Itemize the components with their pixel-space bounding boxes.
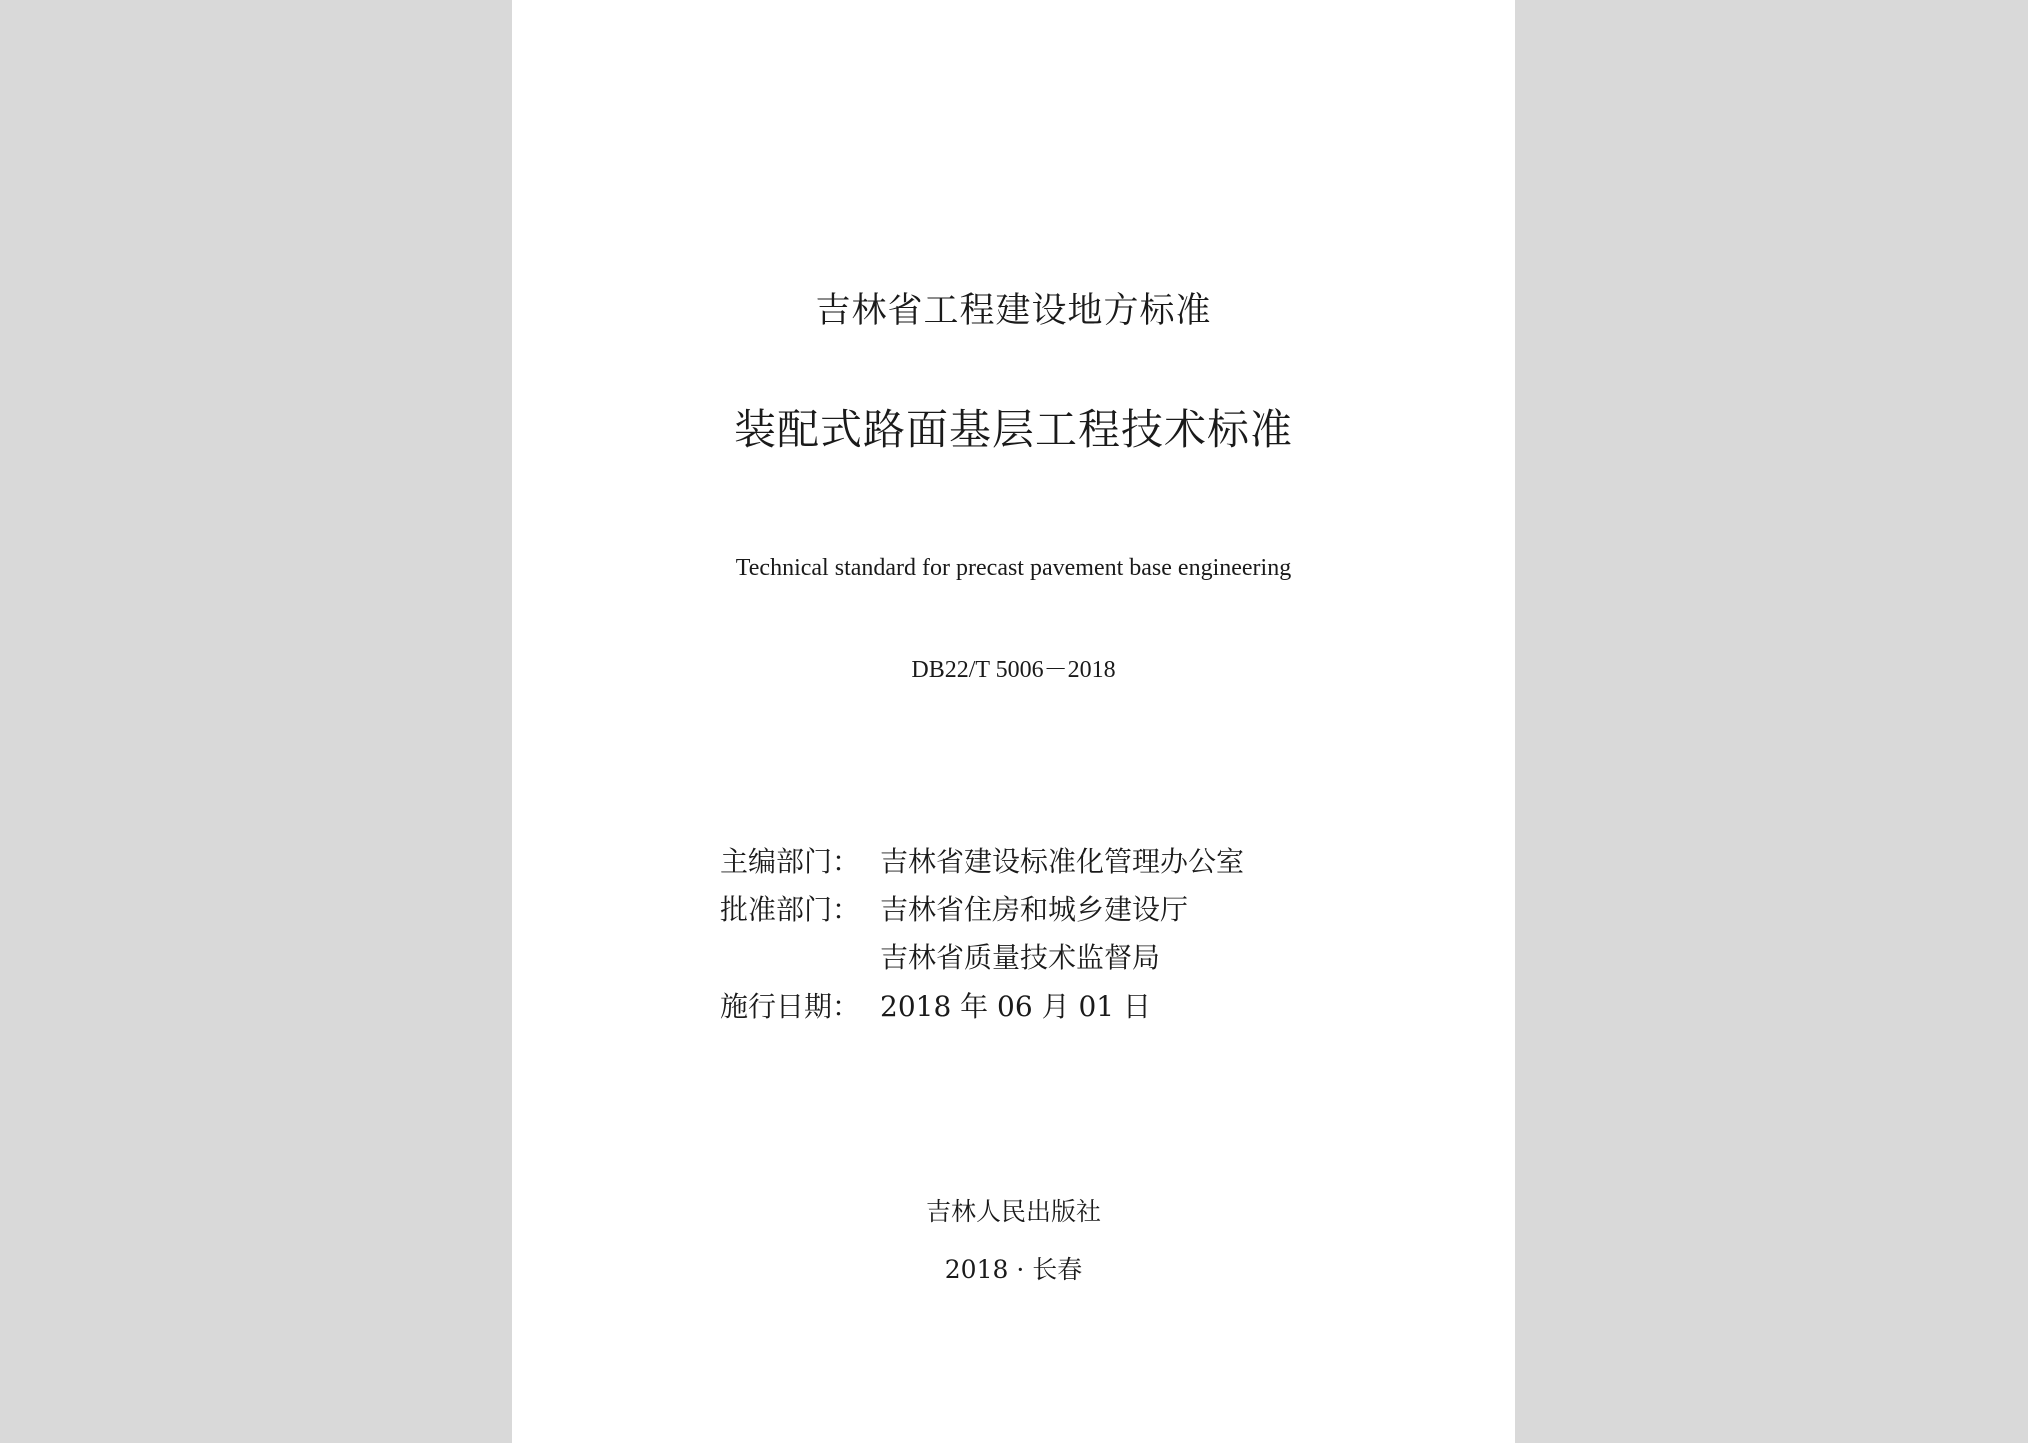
- publisher: 吉林人民出版社: [925, 1197, 1101, 1226]
- effective-date-label: 施行日期：: [720, 990, 861, 1023]
- approval-row: [720, 893, 1189, 926]
- document-title: 装配式路面基层工程技术标准: [733, 405, 1293, 454]
- chief-editor-row: [720, 845, 1245, 878]
- approval-row-continued: [720, 941, 1161, 974]
- effective-date-value: 2018 年 06 月 01 日: [880, 990, 1152, 1023]
- chief-editor-value: 吉林省建设标准化管理办公室: [880, 845, 1245, 878]
- effective-date-row: [720, 990, 1152, 1023]
- document-page: [512, 0, 1515, 1443]
- english-title: Technical standard for precast pavement base engineering: [735, 555, 1292, 581]
- standard-category-heading: 吉林省工程建设地方标准: [815, 291, 1212, 331]
- chief-editor-label: 主编部门：: [720, 845, 861, 878]
- approval-label: 批准部门：: [720, 893, 861, 926]
- publication-place-year: 2018 · 长春: [944, 1255, 1083, 1284]
- approval-value-2: 吉林省质量技术监督局: [880, 941, 1161, 974]
- approval-value-1: 吉林省住房和城乡建设厅: [880, 893, 1189, 926]
- standard-code: DB22/T 5006－2018: [911, 657, 1116, 683]
